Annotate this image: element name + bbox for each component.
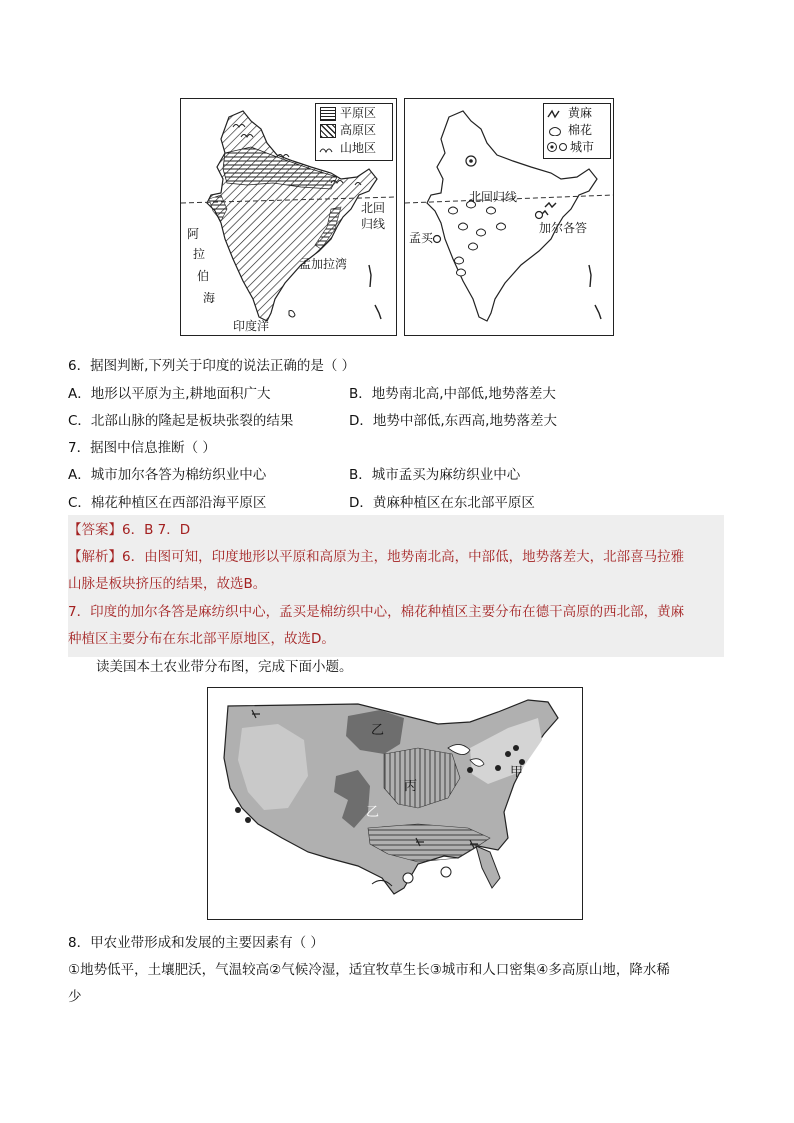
legend-jute-label: 黄麻	[568, 106, 593, 120]
belt-label-yi-south: 乙	[366, 805, 380, 820]
legend-plateau-label: 高原区	[340, 123, 377, 137]
tropic-label: 北回归线	[469, 190, 518, 204]
question-7-stem: 7．据图中信息推断（ ）	[68, 440, 216, 456]
terrain-legend	[315, 103, 393, 161]
city-legend-icon	[546, 141, 568, 153]
belt-label-bing: 丙	[404, 779, 418, 794]
mountain-legend-icon	[319, 141, 337, 155]
belt-label-jia: 甲	[510, 765, 524, 780]
question-6-option-c[interactable]: C．北部山脉的隆起是板块张裂的结果	[68, 413, 294, 429]
analysis-text-1: 6．由图可知，印度地形以平原和高原为主，地势南北高，中部低，地势落差大，北部喜马拉雅	[122, 549, 685, 565]
legend-city-label: 城市	[570, 140, 595, 154]
question-8-stem: 8．甲农业带形成和发展的主要因素有（ ）	[68, 935, 324, 951]
legend-mountain-label: 山地区	[340, 141, 377, 155]
question-6-option-d[interactable]: D．地势中部低,东西高,地势落差大	[349, 413, 557, 429]
question-8-options-line-1: ①地势低平，土壤肥沃，气温较高②气候冷湿，适宜牧草生长③城市和人口密集④多高原山地，降水稀	[68, 962, 670, 978]
answer-line	[68, 521, 190, 539]
india-crop-map	[404, 98, 614, 336]
analysis-tag: 【解析】	[68, 549, 122, 565]
arabian-sea-char-4: 海	[203, 291, 216, 305]
kolkata-label: 加尔各答	[539, 221, 588, 235]
mumbai-label: 孟买	[409, 231, 434, 245]
analysis-line-2: 山脉是板块挤压的结果，故选B。	[68, 576, 267, 592]
us-map-intro: 读美国本土农业带分布图，完成下面小题。	[96, 659, 353, 675]
arabian-sea-char-1: 阿	[187, 227, 200, 241]
jute-legend-icon	[547, 107, 563, 119]
plain-legend-swatch	[320, 107, 336, 121]
answer-tag: 【答案】	[68, 522, 122, 538]
question-8-options-line-2: 少	[68, 989, 82, 1005]
legend-plain-label: 平原区	[340, 106, 377, 120]
question-6-stem: 6．据图判断,下列关于印度的说法正确的是（ ）	[68, 358, 356, 374]
indian-ocean-label: 印度洋	[233, 319, 270, 333]
india-terrain-map	[180, 98, 397, 336]
question-6-option-a[interactable]: A．地形以平原为主,耕地面积广大	[68, 386, 271, 402]
tropic-label-line2: 归线	[361, 217, 386, 231]
plateau-legend-swatch	[320, 124, 336, 138]
question-7-option-a[interactable]: A．城市加尔各答为棉纺织业中心	[68, 467, 267, 483]
tropic-label-line1: 北回	[361, 201, 386, 215]
answer-text: 6．B 7．D	[122, 522, 191, 538]
cotton-legend-icon	[547, 124, 563, 136]
question-7-option-c[interactable]: C．棉花种植区在西部沿海平原区	[68, 495, 267, 511]
legend-cotton-label: 棉花	[568, 123, 593, 137]
question-6-option-b[interactable]: B．地势南北高,中部低,地势落差大	[349, 386, 556, 402]
analysis-line-4: 种植区主要分布在东北部平原地区，故选D。	[68, 631, 335, 647]
arabian-sea-char-3: 伯	[197, 269, 210, 283]
question-7-option-b[interactable]: B．城市孟买为麻纺织业中心	[349, 467, 521, 483]
question-7-option-d[interactable]: D．黄麻种植区在东北部平原区	[349, 495, 535, 511]
us-agriculture-map-graphic	[208, 688, 582, 919]
belt-label-yi-north: 乙	[371, 723, 385, 738]
analysis-line-1	[68, 548, 684, 566]
crop-legend	[543, 103, 611, 159]
arabian-sea-char-2: 拉	[193, 247, 206, 261]
us-agriculture-map	[207, 687, 583, 920]
bay-of-bengal-label: 孟加拉湾	[299, 257, 348, 271]
analysis-line-3: 7．印度的加尔各答是麻纺织中心，孟买是棉纺织中心，棉花种植区主要分布在德干高原的西北部，黄麻	[68, 604, 685, 620]
